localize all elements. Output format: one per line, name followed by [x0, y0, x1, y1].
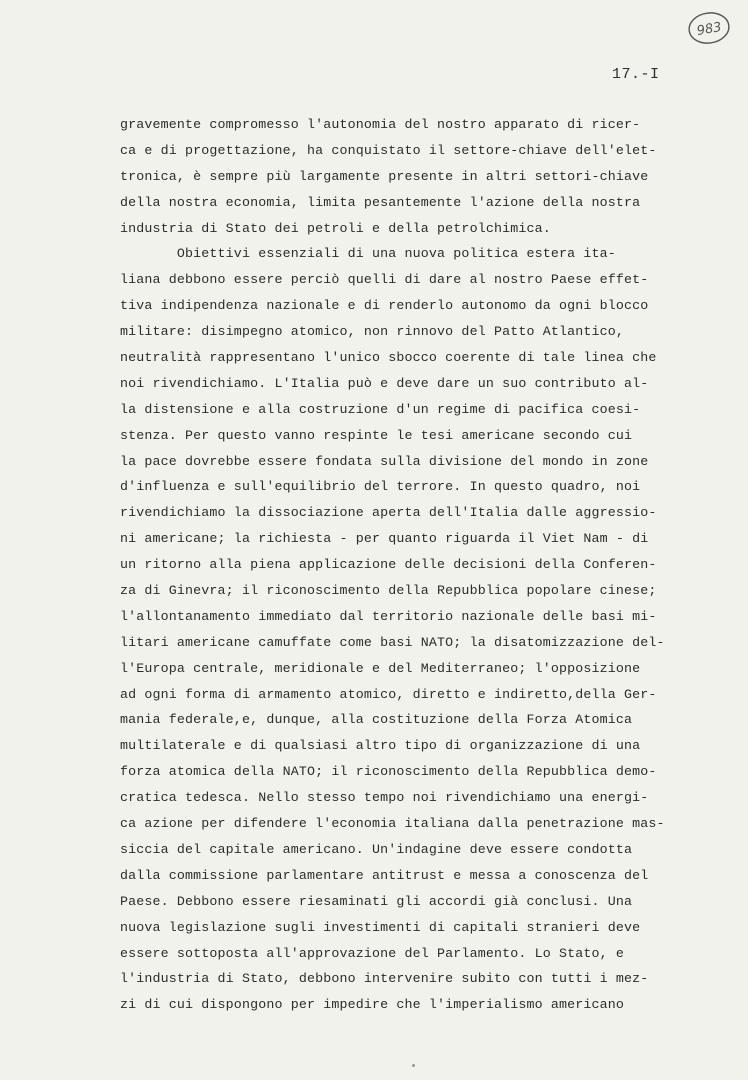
text-line: della nostra economia, limita pesantemente l'azione della nostra — [120, 194, 641, 210]
text-line: industria di Stato dei petroli e della petrolchimica. — [120, 220, 551, 236]
text-line: noi rivendichiamo. L'Italia può e deve dare un suo contributo al- — [120, 375, 649, 391]
text-line: neutralità rappresentano l'unico sbocco coerente di tale linea che — [120, 350, 657, 366]
text-line: ad ogni forma di armamento atomico, diretto e indiretto,della Ger- — [120, 686, 657, 702]
body-text — [120, 112, 730, 1018]
text-line: la pace dovrebbe essere fondata sulla divisione del mondo in zone — [120, 453, 649, 469]
text-line: mania federale,e, dunque, alla costituzione della Forza Atomica — [120, 712, 633, 728]
text-line: tiva indipendenza nazionale e di renderlo autonomo da ogni blocco — [120, 298, 649, 314]
text-line: ca azione per difendere l'economia italiana dalla penetrazione mas- — [120, 816, 665, 832]
text-line: l'allontanamento immediato dal territorio nazionale delle basi mi- — [120, 608, 657, 624]
paper-speck — [412, 1064, 415, 1067]
text-line: stenza. Per questo vanno respinte le tesi americane secondo cui — [120, 427, 633, 443]
text-line: zi di cui dispongono per impedire che l'imperialismo americano — [120, 997, 625, 1013]
text-line: Obiettivi essenziali di una nuova politica estera ita- — [120, 246, 616, 262]
text-line: tronica, è sempre più largamente presente in altri settori-chiave — [120, 168, 649, 184]
text-line: rivendichiamo la dissociazione aperta dell'Italia dalle aggressio- — [120, 505, 657, 521]
text-line: militare: disimpegno atomico, non rinnovo del Patto Atlantico, — [120, 324, 625, 340]
text-line: multilaterale e di qualsiasi altro tipo di organizzazione di una — [120, 738, 641, 754]
text-line: la distensione e alla costruzione d'un regime di pacifica coesi- — [120, 401, 641, 417]
text-line: liana debbono essere perciò quelli di dare al nostro Paese effet- — [120, 272, 649, 288]
text-line: gravemente compromesso l'autonomia del nostro apparato di ricer- — [120, 117, 641, 132]
text-line: dalla commissione parlamentare antitrust e messa a conoscenza del — [120, 867, 649, 883]
text-line: Paese. Debbono essere riesaminati gli accordi già conclusi. Una — [120, 893, 633, 909]
text-line: za di Ginevra; il riconoscimento della Repubblica popolare cinese; — [120, 583, 657, 599]
text-line: nuova legislazione sugli investimenti di capitali stranieri deve — [120, 919, 641, 935]
text-line: d'influenza e sull'equilibrio del terrore. In questo quadro, noi — [120, 479, 641, 495]
text-line: l'Europa centrale, meridionale e del Mediterraneo; l'opposizione — [120, 660, 641, 676]
text-line: un ritorno alla piena applicazione delle decisioni della Conferen- — [120, 557, 657, 573]
text-line: ni americane; la richiesta - per quanto riguarda il Viet Nam - di — [120, 531, 649, 547]
text-line: forza atomica della NATO; il riconoscimento della Repubblica demo- — [120, 764, 657, 780]
text-line: litari americane camuffate come basi NATO; la disatomizzazione del- — [120, 634, 665, 650]
text-line: essere sottoposta all'approvazione del Parlamento. Lo Stato, e — [120, 945, 625, 961]
page-number: 17.-I — [612, 66, 660, 83]
text-line: l'industria di Stato, debbono intervenire subito con tutti i mez- — [120, 971, 649, 987]
text-line: ca e di progettazione, ha conquistato il settore-chiave dell'elet- — [120, 142, 657, 158]
text-line: cratica tedesca. Nello stesso tempo noi rivendichiamo una energi- — [120, 790, 649, 806]
archive-stamp — [686, 10, 732, 46]
archive-stamp-number: 983 — [695, 19, 723, 40]
text-line: siccia del capitale americano. Un'indagine deve essere condotta — [120, 841, 633, 857]
